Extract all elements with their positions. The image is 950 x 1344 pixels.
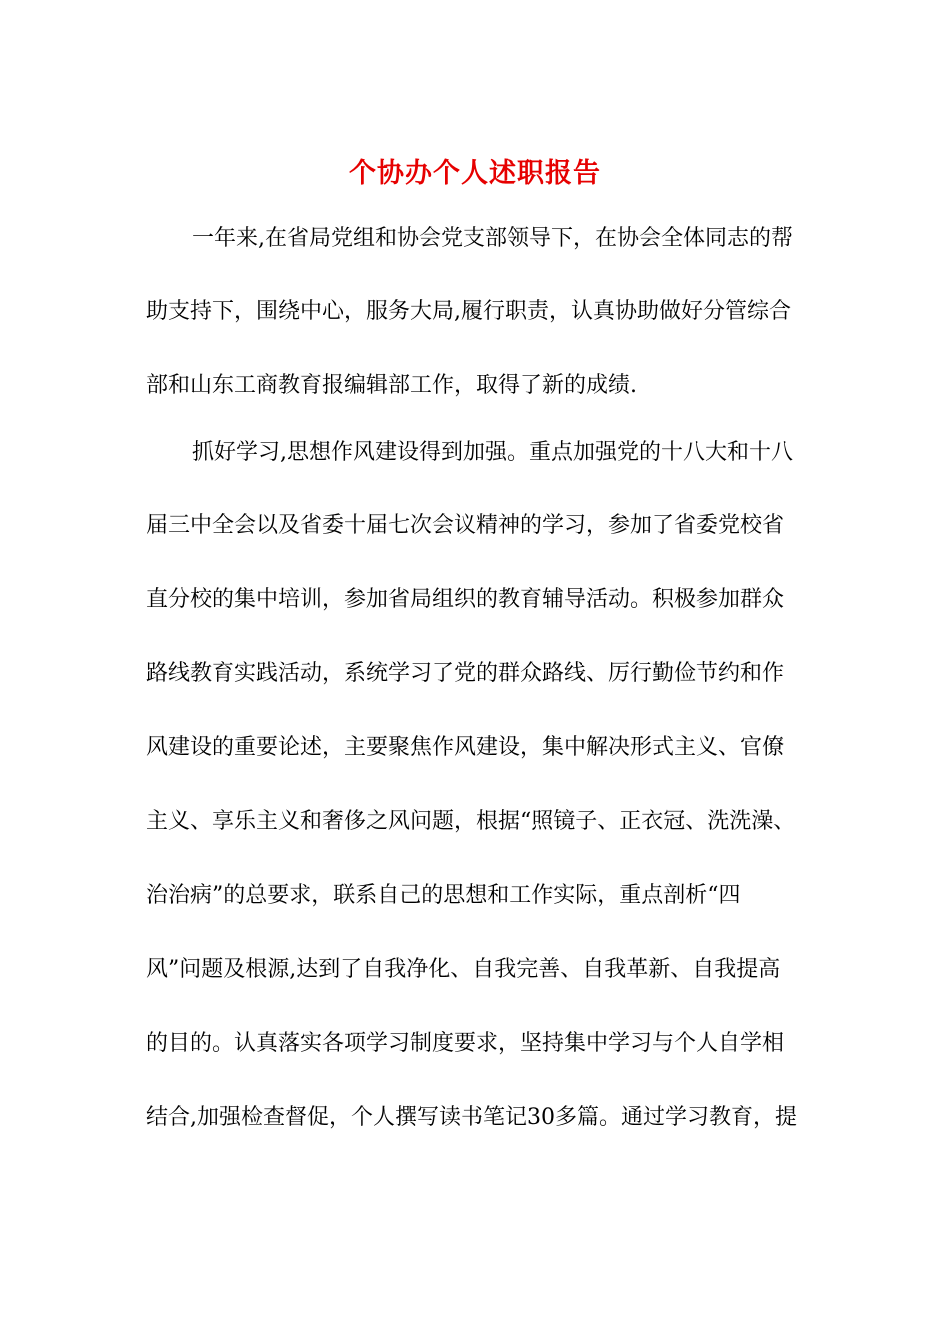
body-line-2: 助支持下，围绕中心，服务大局,履行职责，认真协助做好分管综合: [146, 299, 791, 324]
body-line-5: 届三中全会以及省委十届七次会议精神的学习，参加了省委党校省: [146, 513, 785, 538]
body-line-9: 主义、享乐主义和奢侈之风问题，根据“照镜子、正衣冠、洗洗澡、: [146, 809, 796, 834]
body-line-7: 路线教育实践活动，系统学习了党的群众路线、厉行勤俭节约和作: [146, 661, 785, 686]
body-line-8: 风建设的重要论述，主要聚焦作风建设，集中解决形式主义、官僚: [146, 735, 785, 760]
body-line-10: 治治病”的总要求，联系自己的思想和工作实际，重点剖析“四: [146, 883, 741, 908]
body-line-4: 抓好学习,思想作风建设得到加强。重点加强党的十八大和十八: [192, 440, 793, 465]
body-line-3: 部和山东工商教育报编辑部工作，取得了新的成绩.: [146, 373, 637, 398]
document-title: 个协办个人述职报告: [349, 158, 601, 189]
body-line-6: 直分校的集中培训，参加省局组织的教育辅导活动。积极参加群众: [146, 587, 785, 612]
body-line-13: 结合,加强检查督促，个人撰写读书笔记30多篇。通过学习教育，提: [146, 1105, 797, 1130]
body-line-11: 风”问题及根源,达到了自我净化、自我完善、自我革新、自我提高: [146, 957, 781, 982]
body-line-1: 一年来,在省局党组和协会党支部领导下，在协会全体同志的帮: [192, 226, 793, 251]
body-line-12: 的目的。认真落实各项学习制度要求，坚持集中学习与个人自学相: [146, 1031, 785, 1056]
